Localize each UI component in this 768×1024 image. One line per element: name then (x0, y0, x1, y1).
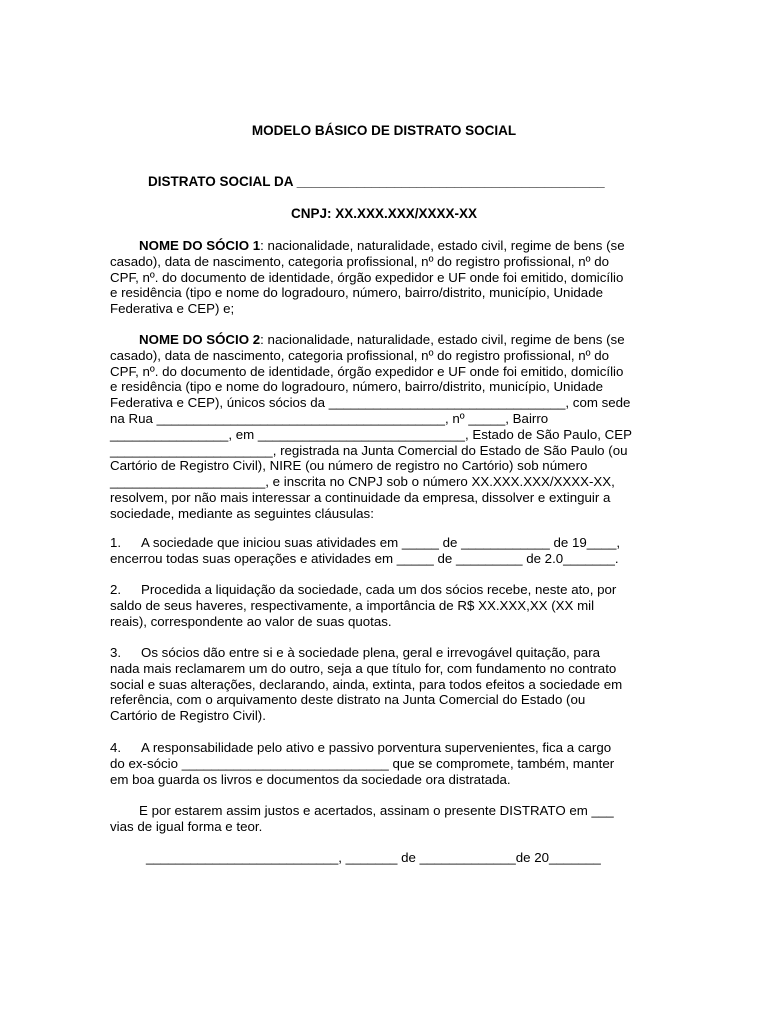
paragraph-line: ______________________, registrada na Junta Comercial do Estado de São Paulo (ou (110, 442, 628, 458)
paragraph-line: na Rua _______________________________________, nº _____, Bairro (110, 410, 549, 426)
clause-number: 4. (110, 740, 122, 755)
paragraph-text: A sociedade que iniciou suas atividades em _____ de ____________ de 19____, (141, 535, 621, 550)
partner-2-name: NOME DO SÓCIO 2 (139, 332, 261, 347)
paragraph-text: E por estarem assim justos e acertados, assinam o presente DISTRATO em ___ (139, 803, 614, 818)
partner-1-paragraph (110, 238, 662, 317)
paragraph-text: : nacionalidade, naturalidade, estado civil, regime de bens (se (260, 238, 625, 253)
paragraph-line (110, 332, 662, 348)
paragraph-line (110, 535, 662, 551)
paragraph-line: Cartório de Registro Civil), NIRE (ou número de registro no Cartório) sob número (110, 458, 588, 474)
paragraph-line: em boa guarda os livros e documentos da sociedade ora distratada. (110, 771, 511, 787)
clause-number: 3. (110, 645, 122, 660)
paragraph-line: e residência (tipo e nome do logradouro, número, bairro/distrito, município, Unidade (110, 285, 603, 301)
paragraph-line: CPF, nº. do documento de identidade, órgão expedidor e UF onde foi emitido, domicílio (110, 269, 624, 285)
paragraph-line: Federativa e CEP), únicos sócios da ________________________________, com sede (110, 395, 631, 411)
document-title: MODELO BÁSICO DE DISTRATO SOCIAL (251, 123, 517, 138)
paragraph-line: casado), data de nascimento, categoria profissional, nº do registro profissional, nº do (110, 347, 610, 363)
paragraph-line: do ex-sócio ____________________________ que se compromete, também, manter (110, 755, 615, 771)
clause-1 (110, 535, 662, 567)
clause-4 (110, 740, 662, 787)
paragraph-text: Procedida a liquidação da sociedade, cada um dos sócios recebe, neste ato, por (141, 582, 617, 597)
paragraph-line (110, 740, 662, 756)
clause-2 (110, 582, 662, 629)
paragraph-text: Os sócios dão entre si e à sociedade plena, geral e irrevogável quitação, para (141, 645, 601, 660)
paragraph-line: resolvem, por não mais interessar a continuidade da empresa, dissolver e extinguir a (110, 489, 611, 505)
paragraph-line: Federativa e CEP) e; (110, 301, 235, 317)
paragraph-line: social e suas alterações, declarando, ainda, extinta, para todos efeitos a sociedade em (110, 676, 623, 692)
paragraph-line: casado), data de nascimento, categoria profissional, nº do registro profissional, nº do (110, 253, 610, 269)
paragraph-text: A responsabilidade pelo ativo e passivo porventura supervenientes, fica a cargo (141, 740, 612, 755)
document-subtitle: DISTRATO SOCIAL DA _________________________________________ (148, 174, 605, 189)
paragraph-line: e residência (tipo e nome do logradouro, número, bairro/distrito, município, Unidade (110, 379, 603, 395)
paragraph-line: nada mais reclamarem um do outro, seja a que título for, com fundamento no contrato (110, 660, 617, 676)
place-and-date-line: __________________________, _______ de _____________de 20_______ (146, 850, 601, 865)
paragraph-line: referência, com o arquivamento deste distrato na Junta Comercial do Estado (ou (110, 692, 586, 708)
paragraph-line: CPF, nº. do documento de identidade, órgão expedidor e UF onde foi emitido, domicílio (110, 363, 624, 379)
paragraph-text: : nacionalidade, naturalidade, estado civil, regime de bens (se (260, 332, 625, 347)
partner-1-name: NOME DO SÓCIO 1 (139, 238, 261, 253)
clause-3 (110, 645, 662, 724)
closing-paragraph (110, 803, 662, 835)
paragraph-line (110, 582, 662, 598)
paragraph-line: encerrou todas suas operações e atividades em _____ de _________ de 2.0_______. (110, 550, 619, 566)
clause-number: 2. (110, 582, 122, 597)
partner-2-paragraph (110, 332, 662, 522)
paragraph-line: reais), correspondente ao valor de suas quotas. (110, 613, 392, 629)
company-cnpj: CNPJ: XX.XXX.XXX/XXXX-XX (290, 206, 478, 221)
paragraph-line: _____________________, e inscrita no CNPJ sob o número XX.XXX.XXX/XXXX-XX, (110, 474, 615, 490)
paragraph-line (110, 238, 662, 254)
paragraph-line: ________________, em ____________________________, Estado de São Paulo, CEP (110, 426, 632, 442)
paragraph-line: vias de igual forma e teor. (110, 818, 263, 834)
clause-number: 1. (110, 535, 122, 550)
paragraph-line (110, 645, 662, 661)
paragraph-line: sociedade, mediante as seguintes cláusulas: (110, 505, 374, 521)
paragraph-line: saldo de seus haveres, respectivamente, a importância de R$ XX.XXX,XX (XX mil (110, 597, 595, 613)
paragraph-line (110, 803, 662, 819)
paragraph-line: Cartório de Registro Civil). (110, 708, 266, 724)
